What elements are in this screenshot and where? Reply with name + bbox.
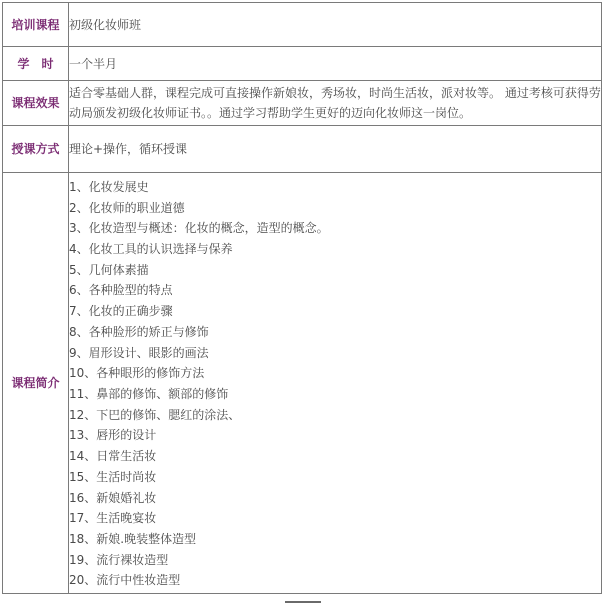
- course-effect-label: 课程效果: [3, 81, 69, 126]
- course-method-value: 理论+操作，循环授课: [69, 126, 602, 173]
- list-item: 1、化妆发展史: [69, 179, 149, 194]
- course-method-row: [3, 126, 602, 173]
- course-intro-list: [69, 175, 601, 591]
- course-name-label: 培训课程: [3, 3, 69, 47]
- list-item: 8、各种脸形的矫正与修饰: [69, 324, 209, 339]
- list-item: 9、眉形设计、眼影的画法: [69, 345, 209, 360]
- list-item: 5、几何体素描: [69, 262, 149, 277]
- list-item: 11、鼻部的修饰、额部的修饰: [69, 387, 229, 401]
- list-item: 4、化妆工具的认识选择与保养: [69, 242, 233, 257]
- list-item: 17、生活晚宴妆: [69, 511, 157, 526]
- course-intro-label: 课程简介: [3, 173, 69, 594]
- list-item: 2、化妆师的职业道德: [69, 200, 185, 215]
- list-item: 19、流行裸妆造型: [69, 552, 169, 567]
- list-item: 18、新娘.晚装整体造型: [69, 531, 197, 546]
- list-item: 3、化妆造型与概述：化妆的概念，造型的概念。: [69, 221, 329, 236]
- course-effect-row: [3, 81, 602, 126]
- course-info-table: [2, 2, 602, 594]
- list-item: 15、生活时尚妆: [69, 469, 157, 484]
- list-item: 13、唇形的设计: [69, 428, 157, 443]
- list-item: 20、流行中性妆造型: [69, 573, 181, 588]
- course-duration-value: 一个半月: [69, 47, 602, 81]
- list-item: 7、化妆的正确步骤: [69, 304, 173, 319]
- course-name-row: [3, 3, 602, 47]
- course-duration-label: 学 时: [3, 47, 69, 81]
- course-effect-value: 适合零基础人群，课程完成可直接操作新娘妆，秀场妆，时尚生活妆，派对妆等。 通过考核可获得劳动局颁发初级化妆师证书。。通过学习帮助学生更好的迈向化妆师这一岗位。: [69, 81, 602, 126]
- list-item: 6、各种脸型的特点: [69, 283, 173, 298]
- course-name-value: 初级化妆师班: [69, 3, 602, 47]
- course-intro-cell: [69, 173, 602, 594]
- course-duration-row: [3, 47, 602, 81]
- list-item: 14、日常生活妆: [69, 449, 157, 464]
- course-method-label: 授课方式: [3, 126, 69, 173]
- list-item: 16、新娘婚礼妆: [69, 490, 157, 505]
- course-intro-row: [3, 173, 602, 594]
- list-item: 12、下巴的修饰、腮红的涂法、: [69, 407, 241, 422]
- list-item: 10、各种眼形的修饰方法: [69, 366, 205, 381]
